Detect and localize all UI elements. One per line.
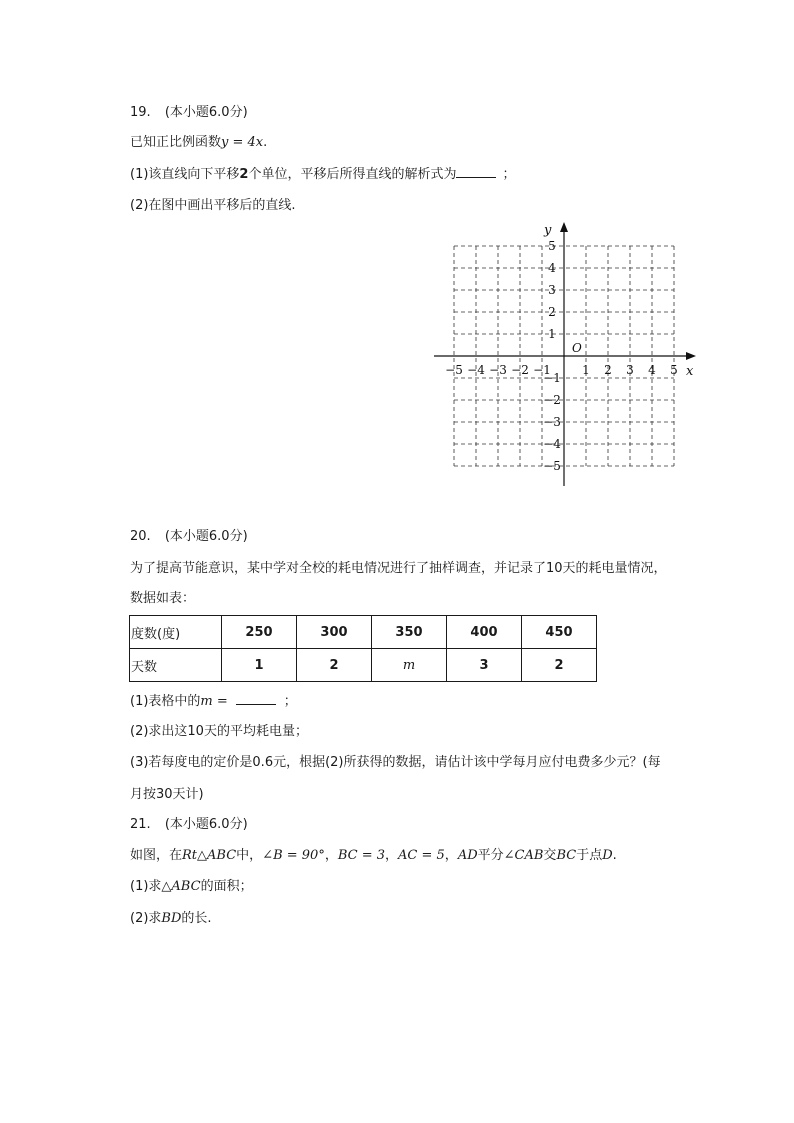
q20-stem-line2: 数据如表： [130, 591, 196, 606]
q21-text: ， [385, 848, 399, 863]
table-cell: 450 [522, 616, 597, 649]
q21-text: ， [444, 848, 458, 863]
q21-part1-var: △ABC [161, 879, 201, 894]
q20-header [130, 528, 248, 546]
q19-function: y = 4x [221, 135, 264, 150]
x-axis-arrow-icon [686, 352, 696, 360]
x-tick-label: 1 [582, 363, 590, 377]
y-tick-label: −5 [543, 459, 561, 473]
y-tick-label: 5 [548, 239, 556, 253]
y-tick-label: −1 [543, 371, 561, 385]
q20-part2: (2)求出这10天的平均耗电量； [130, 724, 308, 739]
q21-text: 交 [543, 848, 557, 863]
x-tick-label: 2 [604, 363, 612, 377]
q19-answer-blank[interactable] [456, 165, 496, 178]
q20-answer-blank[interactable] [236, 692, 276, 705]
q20-points: (本小题6.0分) [164, 529, 248, 544]
q19-part1 [130, 165, 516, 184]
q21-text: . [612, 848, 617, 863]
q19-part1-prefix: (1)该直线向下平移 [130, 167, 240, 182]
table-cell: 400 [447, 616, 522, 649]
x-tick-label: −1 [533, 363, 551, 377]
q19-part2: (2)在图中画出平移后的直线. [130, 198, 296, 213]
q21-math: Rt△ABC [182, 848, 237, 863]
q21-number: 21. [130, 817, 151, 832]
table-row [130, 649, 597, 682]
q19-points: (本小题6.0分) [164, 105, 248, 120]
q20-part3-line1: (3)若每度电的定价是0.6元，根据(2)所获得的数据，请估计该中学每月应付电费多少元？(每 [130, 755, 661, 770]
q21-text: 中， [236, 848, 263, 863]
table-row-header: 度数(度) [130, 616, 222, 649]
q19-number: 19. [130, 105, 151, 120]
x-tick-label: −2 [511, 363, 529, 377]
q21-points: (本小题6.0分) [164, 817, 248, 832]
table-cell: 1 [222, 649, 297, 682]
q21-part2-suffix: 的长. [181, 911, 212, 926]
table-cell: 350 [372, 616, 447, 649]
q19-part1-mid: 个单位，平移后所得直线的解析式为 [248, 167, 457, 182]
x-axis-label: x [686, 364, 694, 379]
q20-part1-var: m = [200, 694, 228, 709]
q21-part1-prefix: (1)求 [130, 879, 162, 894]
q20-part1-suffix: ； [283, 694, 297, 709]
x-tick-label: 5 [670, 363, 678, 377]
q21-math: D [602, 848, 613, 863]
q21-math: BC [556, 848, 577, 863]
y-tick-label: 3 [548, 283, 556, 297]
data-table [129, 615, 597, 682]
y-axis-label: y [544, 223, 552, 238]
table-cell: 250 [222, 616, 297, 649]
origin-label: O [572, 341, 582, 355]
q21-text: 于点 [576, 848, 603, 863]
q19-header [130, 104, 248, 122]
q20-stem-line1: 为了提高节能意识，某中学对全校的耗电情况进行了抽样调查，并记录了10天的耗电量情况， [130, 561, 667, 576]
q21-part2-prefix: (2)求 [130, 911, 162, 926]
q19-stem-period: . [263, 135, 268, 150]
table-cell: 300 [297, 616, 372, 649]
q20-part3-line2: 月按30天计) [130, 787, 204, 802]
y-axis-arrow-icon [560, 222, 568, 232]
y-tick-label: 1 [548, 327, 556, 341]
q19-stem-text: 已知正比例函数 [130, 135, 222, 150]
table-cell: m [372, 649, 447, 682]
table-cell: 2 [297, 649, 372, 682]
q20-part1-prefix: (1)表格中的 [130, 694, 201, 709]
q19-stem [130, 134, 267, 152]
table-cell: 2 [522, 649, 597, 682]
q21-part1-suffix: 的面积； [200, 879, 253, 894]
y-tick-label: −3 [543, 415, 561, 429]
q21-math: ∠CAB [503, 848, 544, 863]
x-tick-label: −4 [467, 363, 485, 377]
q21-text: 如图，在 [130, 848, 183, 863]
y-tick-label: −2 [543, 393, 561, 407]
q21-part2 [130, 910, 212, 928]
q21-part2-var: BD [161, 911, 182, 926]
x-tick-label: −5 [445, 363, 463, 377]
q21-part1 [130, 878, 253, 896]
q21-text: 平分 [477, 848, 504, 863]
table-row [130, 616, 597, 649]
y-tick-label: 2 [548, 305, 556, 319]
q19-part1-suffix: ； [502, 167, 516, 182]
y-tick-label: −4 [543, 437, 561, 451]
x-tick-label: 4 [648, 363, 656, 377]
q21-stem [130, 847, 617, 865]
y-tick-label: 4 [548, 261, 556, 275]
q19-part1-num: 2 [239, 167, 249, 182]
coordinate-grid [430, 220, 700, 490]
q20-number: 20. [130, 529, 151, 544]
q21-text: ， [324, 848, 338, 863]
q21-math: BC = 3 [337, 848, 386, 863]
q21-math: ∠B = 90° [262, 848, 325, 863]
x-tick-label: 3 [626, 363, 634, 377]
x-tick-label: −3 [489, 363, 507, 377]
q21-math: AD [457, 848, 478, 863]
q21-math: AC = 5 [398, 848, 445, 863]
q20-part1 [130, 692, 297, 711]
table-cell: 3 [447, 649, 522, 682]
table-row-header: 天数 [130, 649, 222, 682]
q21-header [130, 816, 248, 834]
